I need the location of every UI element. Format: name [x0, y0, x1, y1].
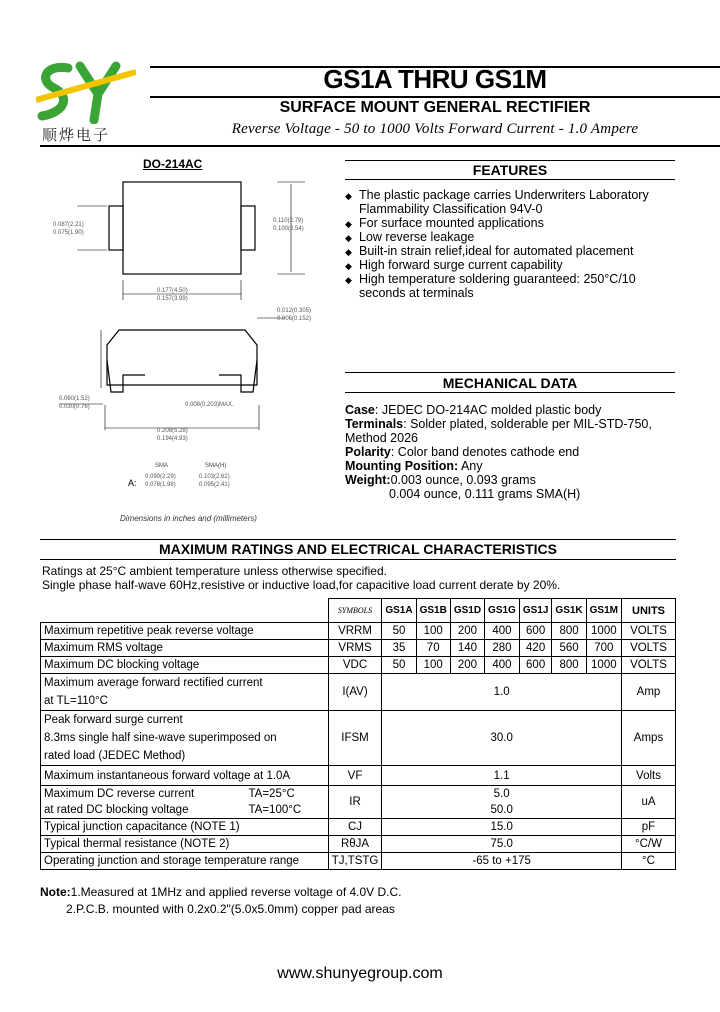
- svg-text:0.095(2.41): 0.095(2.41): [199, 482, 230, 488]
- bullet-icon: ◆: [345, 219, 352, 229]
- feature-item: ◆ High temperature soldering guaranteed: 250°C/10 seconds at terminals: [345, 272, 636, 300]
- table-row: Maximum average forward rectified current at TL=110°C I(AV) 1.0 Amp: [41, 674, 676, 711]
- bullet-icon: ◆: [345, 275, 352, 285]
- title-rule: [150, 96, 720, 98]
- ratings-heading: MAXIMUM RATINGS AND ELECTRICAL CHARACTERISTICS: [159, 541, 557, 557]
- svg-text:0.103(2.62): 0.103(2.62): [199, 474, 230, 480]
- a-dimension-label: A:: [128, 478, 137, 488]
- package-drawing: [45, 170, 325, 510]
- svg-text:0.012(0.305): 0.012(0.305): [277, 308, 312, 314]
- table-row: Maximum instantaneous forward voltage at 1.0A VF 1.1 Volts: [41, 766, 676, 786]
- ratings-rule-bottom: [40, 559, 676, 560]
- svg-text:0.157(3.99): 0.157(3.99): [157, 296, 188, 302]
- svg-text:0.060(1.52): 0.060(1.52): [59, 396, 90, 402]
- ratings-rule-top: [40, 539, 676, 540]
- table-row: Maximum RMS voltage VRMS 35 70 140 280 420 560 700 VOLTS: [41, 640, 676, 657]
- table-row: Peak forward surge current 8.3ms single half sine-wave superimposed on rated load (JEDEC Method) IFSM 30.0 Amps: [41, 711, 676, 766]
- feature-item: ◆ The plastic package carries Underwriters Laboratory Flammability Classification 94V-0: [345, 188, 649, 216]
- table-row: Maximum repetitive peak reverse voltage VRRM 50 100 200 400 600 800 1000 VOLTS: [41, 623, 676, 640]
- ratings-conditions: Ratings at 25°C ambient temperature unless otherwise specified. Single phase half-wave 60Hz,resistive or inductive load,for capacitive load current derate by 20%.: [42, 564, 561, 592]
- footer-url[interactable]: www.shunyegroup.com: [277, 965, 443, 982]
- package-name: DO-214AC: [143, 157, 203, 171]
- features-rule-bottom: [345, 179, 675, 180]
- dimensions-caption: Dimensions in inches and (millimeters): [120, 514, 257, 523]
- table-row: Typical junction capacitance (NOTE 1) CJ 15.0 pF: [41, 819, 676, 836]
- section-rule: [40, 145, 720, 147]
- ratings-table: [40, 598, 676, 870]
- svg-text:0.075(1.90): 0.075(1.90): [53, 230, 84, 236]
- sma-label: SMA: [155, 463, 169, 469]
- feature-item: ◆ For surface mounted applications: [345, 216, 544, 230]
- svg-text:0.008(0.203)MAX.: 0.008(0.203)MAX.: [185, 402, 234, 408]
- bullet-icon: ◆: [345, 261, 352, 271]
- table-row: Maximum DC reverse current TA=25°C at rated DC blocking voltage TA=100°C IR 5.0 50.0 uA: [41, 786, 676, 819]
- table-row: Maximum DC blocking voltage VDC 50 100 200 400 600 800 1000 VOLTS: [41, 657, 676, 674]
- table-row: Operating junction and storage temperature range TJ,TSTG -65 to +175 °C: [41, 853, 676, 870]
- table-header-row: SYMBOLS GS1A GS1B GS1D GS1G GS1J GS1K GS1M UNITS: [41, 599, 676, 623]
- svg-text:0.100(2.54): 0.100(2.54): [273, 226, 304, 232]
- smah-label: SMA(H): [205, 463, 227, 469]
- svg-text:0.194(4.93): 0.194(4.93): [157, 436, 188, 442]
- svg-text:0.078(1.98): 0.078(1.98): [145, 482, 176, 488]
- table-row: Typical thermal resistance (NOTE 2) RθJA 75.0 °C/W: [41, 836, 676, 853]
- svg-text:0.177(4.50): 0.177(4.50): [157, 288, 188, 294]
- mech-rule-top: [345, 372, 675, 373]
- logo-chinese-text: 顺烨电子: [42, 126, 111, 144]
- feature-item: ◆ High forward surge current capability: [345, 258, 563, 272]
- features-rule-top: [345, 160, 675, 161]
- notes: Note:1.Measured at 1MHz and applied reverse voltage of 4.0V D.C. 2.P.C.B. mounted with 0.2x0.2"(5.0x5.0mm) copper pad areas: [40, 885, 402, 916]
- features-list: [345, 188, 675, 300]
- bullet-icon: ◆: [345, 247, 352, 257]
- page-subtitle: SURFACE MOUNT GENERAL RECTIFIER: [279, 99, 591, 116]
- svg-text:0.208(5.28): 0.208(5.28): [157, 428, 188, 434]
- svg-text:0.087(2.21): 0.087(2.21): [53, 222, 84, 228]
- page-title: GS1A THRU GS1M: [323, 64, 547, 94]
- svg-text:0.110(2.79): 0.110(2.79): [273, 218, 304, 224]
- feature-item: ◆ Built-in strain relief,ideal for automated placement: [345, 244, 634, 258]
- mech-rule-bottom: [345, 392, 675, 393]
- spec-line: Reverse Voltage - 50 to 1000 Volts Forward Current - 1.0 Ampere: [231, 121, 639, 137]
- svg-text:0.006(0.152): 0.006(0.152): [277, 316, 312, 322]
- company-logo: [36, 60, 136, 124]
- feature-item: ◆ Low reverse leakage: [345, 230, 475, 244]
- features-heading: FEATURES: [472, 162, 548, 178]
- bullet-icon: ◆: [345, 233, 352, 243]
- svg-text:0.030(0.76): 0.030(0.76): [59, 404, 90, 410]
- bullet-icon: ◆: [345, 191, 352, 201]
- mechanical-data: Case: JEDEC DO-214AC molded plastic body Terminals: Solder plated, solderable per MIL-STD-750, Method 2026 Polarity: Color band denotes cathode end Mounting Position: Any Weight:0.003 ounce, 0.093 grams 0.004 ounce, 0.111 grams SMA(H): [345, 403, 652, 501]
- mechanical-heading: MECHANICAL DATA: [442, 375, 578, 391]
- svg-text:0.090(2.29): 0.090(2.29): [145, 474, 176, 480]
